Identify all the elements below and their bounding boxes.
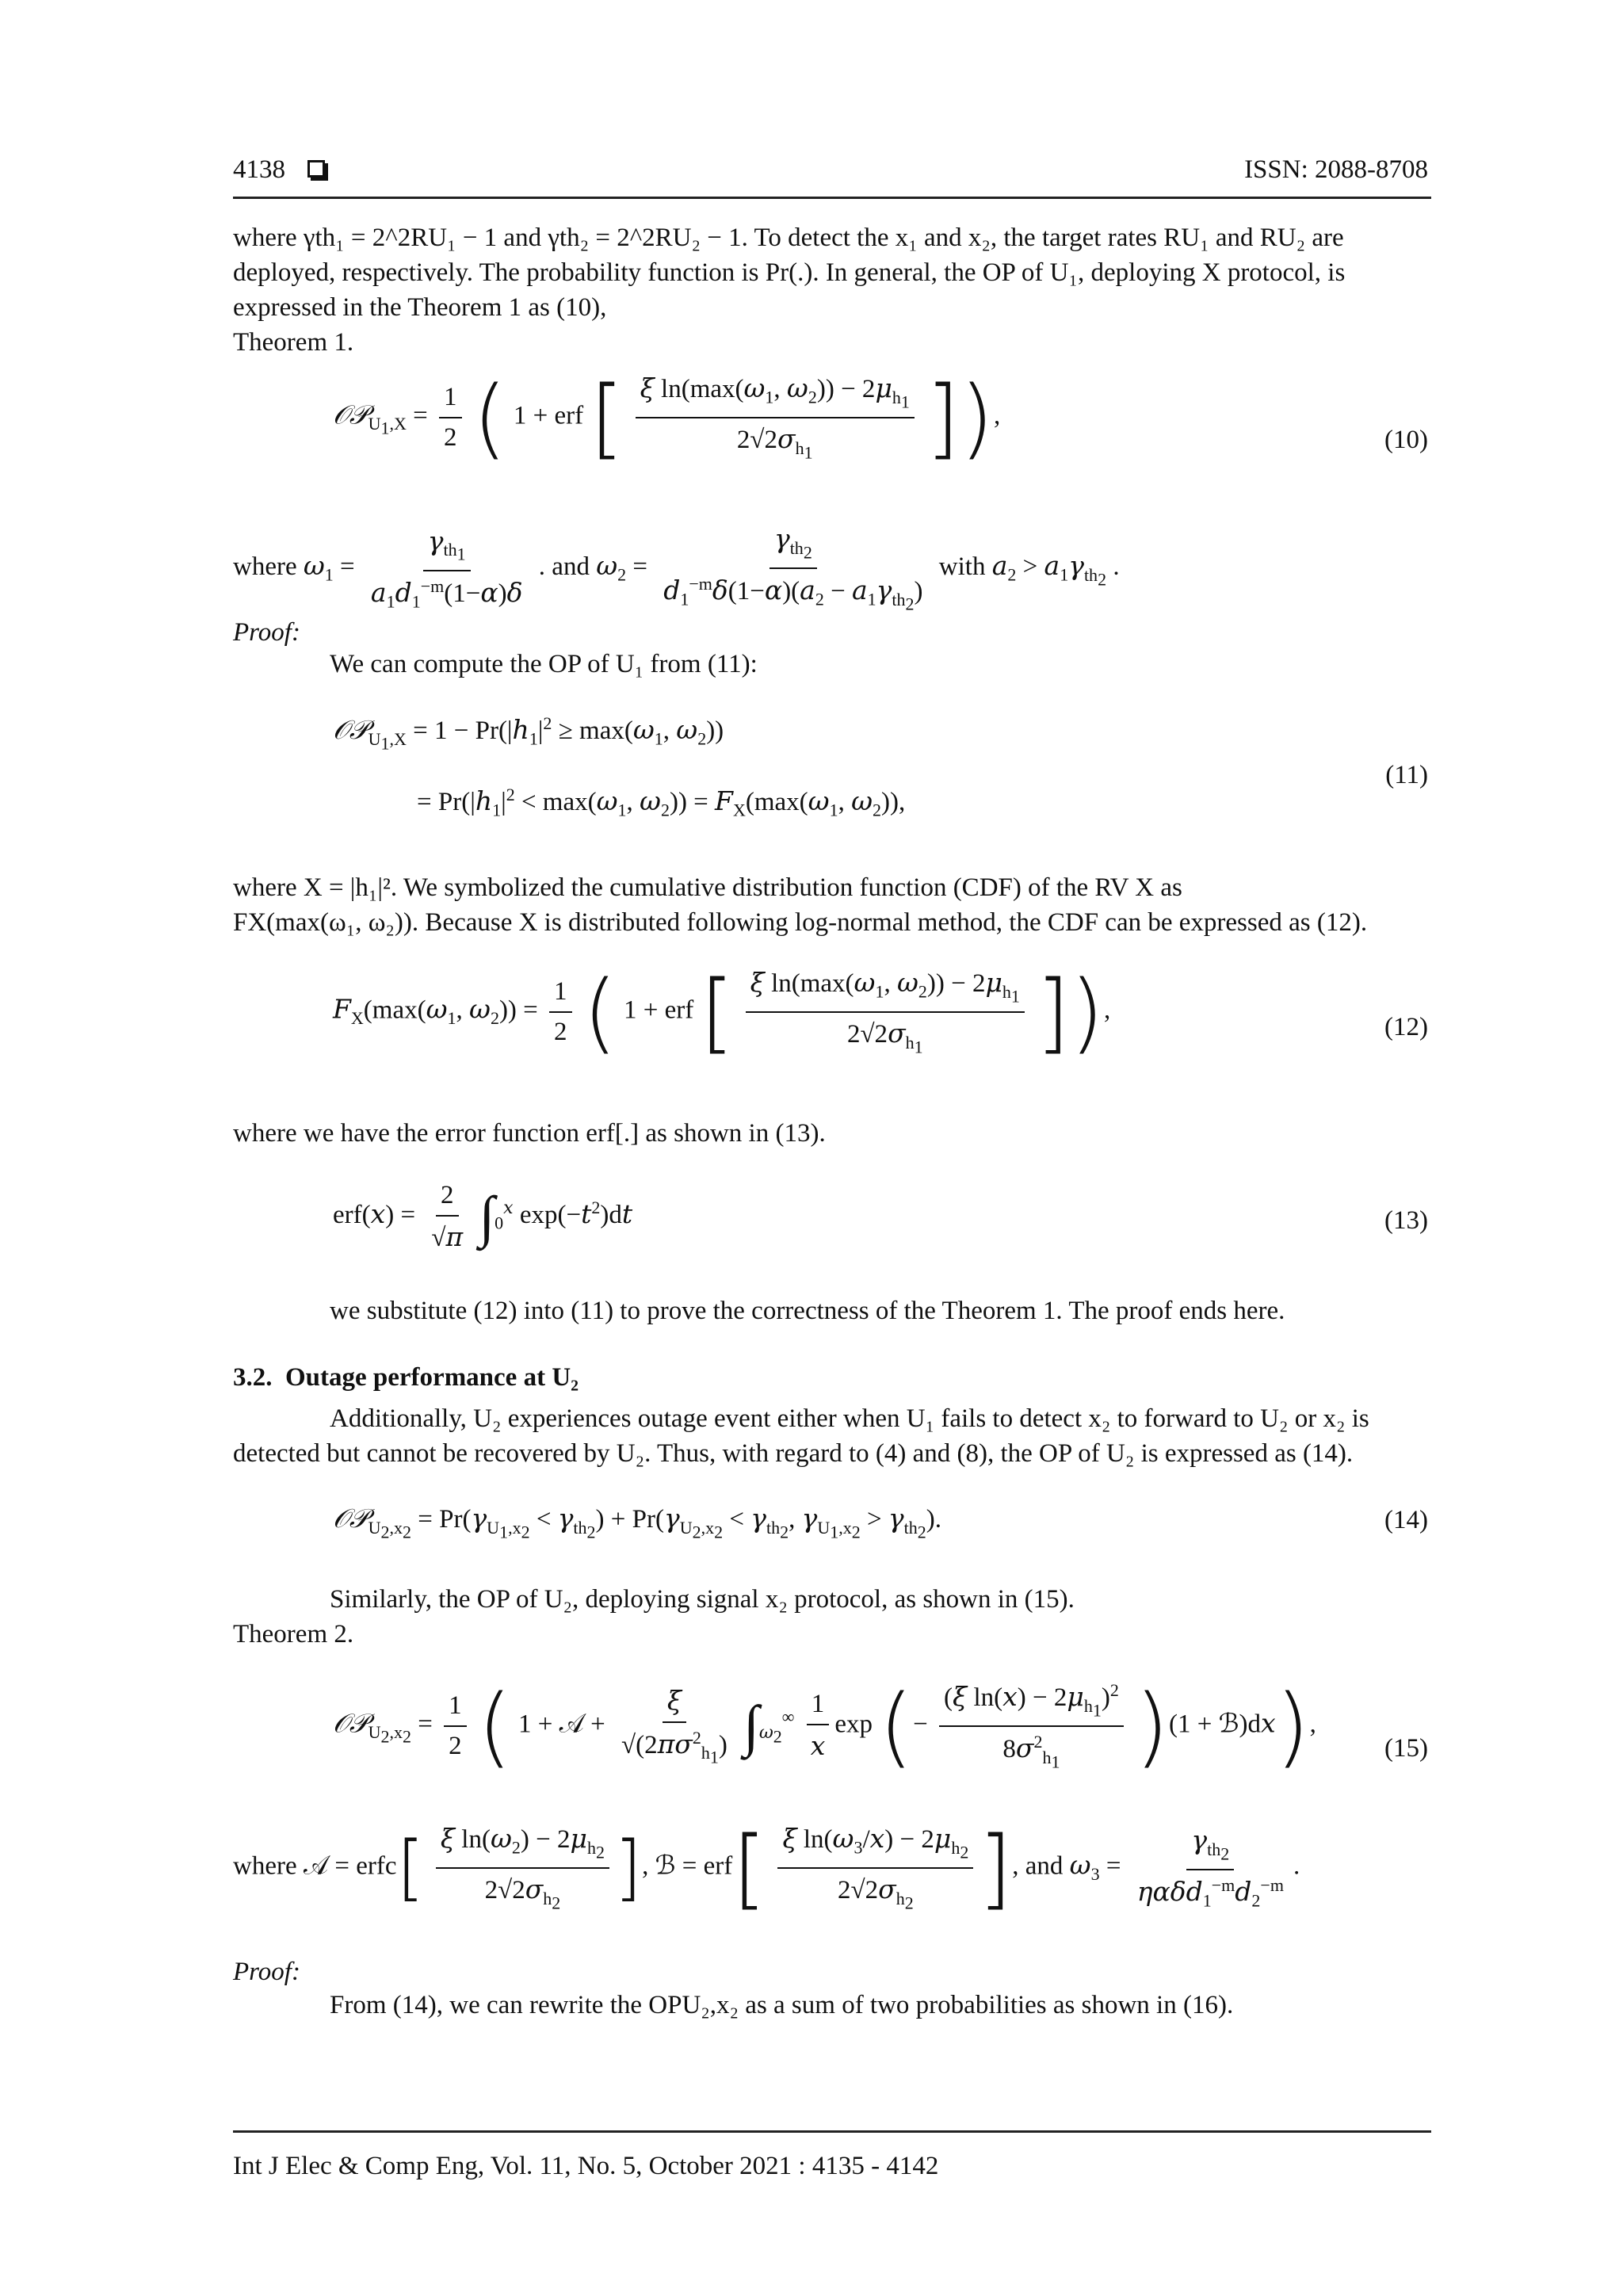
equation-14-number: (14) — [1384, 1506, 1428, 1534]
with-label: with — [938, 552, 986, 582]
and-15-label: , and — [1012, 1851, 1064, 1881]
proof-2-text: From (14), we can rewrite the OPU₂,x₂ as a sum of two probabilities as shown in (16). — [330, 1991, 1234, 2019]
proof-1-text: We can compute the OP of U₁ from (11): — [330, 650, 758, 678]
cdf-paragraph — [233, 870, 1431, 940]
intro-paragraph — [233, 220, 1431, 360]
and-label: . and — [538, 552, 590, 582]
equation-12: $F_X(\max(\omega_1$, $\omega_2$)) = $\frac{1}{2}$ ( 1 + erf [ $\frac{\xi \ln(\max(\omega_1, \omega_2)) - 2\mu_{h_1}}{2√2\sigma_{h_1}}$ ]), — [333, 961, 1111, 1063]
omega-definitions: where $\omega_1$ = $\frac{\gamma_{th_1}}{a_1d_1^{-m}(1-\alpha)\delta}$ . and $\omega_2$ = $\frac{\gamma_{th_2}}{d_1^{-m}\delta(1-\alpha)(a_2 - a_1\gamma_{th_2})}$ with $a_2 > a_1\gamma_{th_2}$ . — [233, 523, 1120, 613]
proof-1-label: Proof: — [233, 618, 300, 647]
equation-11-line-1: 𝒪𝒫$_{U_1,X}$ = $1 - Pr(|h_1|^2 \ge \max(\omega_1$, $\omega_2$)) — [333, 713, 724, 753]
proof-end: we substitute (12) into (11) to prove the correctness of the Theorem 1. The proof ends here. — [330, 1297, 1285, 1325]
intro-line-3: expressed in the Theorem 1 as (10), — [233, 293, 607, 322]
equation-13: erf(x) = $\frac{2}{√\pi}$ $\int_0^x$ $\exp(-t^2)dt$ — [333, 1181, 633, 1252]
equation-11-line-2: = $Pr(|h_1|^2 < \max(\omega_1$, $\omega_2)) = F_X(\max(\omega_1$, $\omega_2$)), — [417, 785, 906, 820]
outage-line-2: detected but cannot be recovered by U₂. Thus, with regard to (4) and (8), the OP of U₂ is expressed as (14). — [233, 1439, 1354, 1468]
issn: ISSN: 2088-8708 — [1244, 155, 1428, 184]
cdf-line-2: FX(max(ω₁, ω₂)). Because X is distributed following log-normal method, the CDF can be expressed as (12). — [233, 908, 1368, 937]
equation-10: 𝒪𝒫$_{U_1,X}$ = $\frac{1}{2}$ ( 1 + erf [ $\frac{\xi \ln(\max(\omega_1, \omega_2)) - 2\mu_{h_1}}{2√2\sigma_{h_1}}$ ]), — [333, 366, 1001, 468]
equation-14: 𝒪𝒫$_{U_2,x_2}$ = $Pr(\gamma_{U_1,x_2} < \gamma_{th_2}) + Pr(\gamma_{U_2,x_2} < \gamma_{th_2}$, $\gamma_{U_1,x_2} > \gamma_{th_2}$). — [333, 1503, 941, 1541]
outage-paragraph — [233, 1401, 1431, 1471]
proof-2-label: Proof: — [233, 1958, 300, 1986]
equation-12-number: (12) — [1384, 1013, 1428, 1041]
theorem-2-label: Theorem 2. — [233, 1620, 354, 1648]
cdf-line-1: where X = |h₁|². We symbolized the cumulative distribution function (CDF) of the RV X as — [233, 873, 1182, 902]
intro-line-1: where γth₁ = 2^2RU₁ − 1 and γth₂ = 2^2RU₂ − 1. To detect the x₁ and x₂, the target rates RU₁ and RU₂ are — [233, 223, 1344, 252]
equation-13-number: (13) — [1384, 1206, 1428, 1235]
header-rule — [233, 197, 1431, 199]
ab-definitions: where 𝒜 = erfc[ $\frac{\xi \ln(\omega_2) - 2\mu_{h_2}}{2√2\sigma_{h_2}}$ ], ℬ = erf[ $\frac{\xi \ln(\omega_3/x) - 2\mu_{h_2}}{2√2\sigma_{h_2}}$ ], and $\omega_3$ = $\frac{\gamma_{th_2}}{\eta\alpha\delta d_1^{-m}d_2^{-m}}$ . — [233, 1817, 1300, 1919]
intro-line-2: deployed, respectively. The probability function is Pr(.). In general, the OP of U₁, deploying X protocol, is — [233, 258, 1346, 287]
where-15-label: where — [233, 1851, 297, 1881]
footer-citation: Int J Elec & Comp Eng, Vol. 11, No. 5, October 2021 : 4135 - 4142 — [233, 2152, 939, 2180]
footer-rule — [233, 2130, 1431, 2133]
equation-11-number: (11) — [1385, 761, 1428, 789]
section-title: Outage performance at U₂ — [285, 1363, 579, 1392]
section-number: 3.2. — [233, 1363, 273, 1392]
erf-intro: where we have the error function erf[.] as shown in (13). — [233, 1119, 826, 1148]
theorem-2-intro: Similarly, the OP of U₂, deploying signal x₂ protocol, as shown in (15). — [330, 1585, 1075, 1614]
section-heading — [233, 1363, 579, 1392]
equation-15-number: (15) — [1384, 1734, 1428, 1763]
where-label: where — [233, 552, 297, 582]
square-bullet-icon — [307, 160, 325, 178]
equation-15: 𝒪𝒫$_{U_2,x_2}$ = $\frac{1}{2}$ ( 1 + 𝒜 + $\frac{\xi}{√(2\pi\sigma^2_{h_1})}$ $\int_{\omega_2}^\infty$ $\frac{1}{x}$ exp (− $\frac{(\xi \ln(x) - 2\mu_{h_1})^2}{8\sigma^2_{h_1}}$ )(1 + ℬ)dx), — [333, 1675, 1316, 1777]
equation-10-number: (10) — [1384, 426, 1428, 454]
page-number-text: 4138 — [233, 155, 285, 184]
page-number — [233, 155, 325, 185]
theorem-1-label: Theorem 1. — [233, 328, 354, 357]
outage-line-1: Additionally, U₂ experiences outage event either when U₁ fails to detect x₂ to forward to U₂ or x₂ is — [330, 1404, 1369, 1433]
